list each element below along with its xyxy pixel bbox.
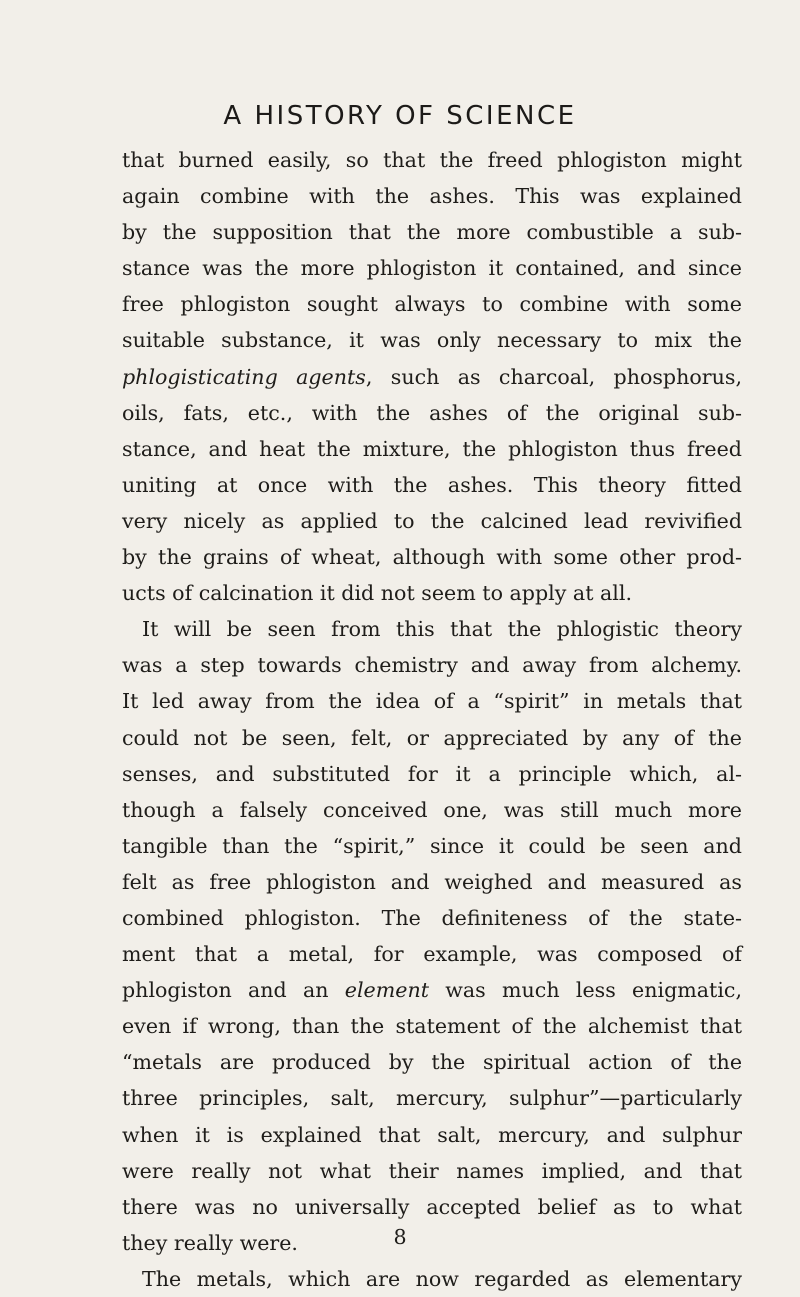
text-run: phlogiston and an bbox=[122, 978, 345, 1003]
text-run: was much less enigmatic, bbox=[429, 978, 742, 1003]
text-line: they really were. bbox=[122, 1230, 298, 1255]
text-line: ucts of calcination it did not seem to apply at all. bbox=[122, 581, 633, 606]
text-line: when it is explained that salt, mercury, and sulphur bbox=[122, 1122, 742, 1147]
text-line: though a falsely conceived one, was still much more bbox=[122, 797, 742, 822]
text-line: uniting at once with the ashes. This theory fitted bbox=[122, 472, 742, 497]
text-line: even if wrong, than the statement of the alchemist that bbox=[122, 1014, 742, 1039]
body-text bbox=[122, 142, 742, 1297]
text-line: three principles, salt, mercury, sulphur”—particularly bbox=[122, 1086, 742, 1111]
text-line: combined phlogiston. The definiteness of the state- bbox=[122, 905, 742, 930]
text-line: ment that a metal, for example, was composed of bbox=[122, 942, 742, 967]
text-line: that burned easily, so that the freed phlogiston might bbox=[122, 148, 742, 172]
text-line: there was no universally accepted belief as to what bbox=[122, 1194, 742, 1219]
text-line: was a step towards chemistry and away from alchemy. bbox=[122, 653, 742, 678]
text-line: could not be seen, felt, or appreciated by any of the bbox=[122, 725, 742, 750]
running-head: A HISTORY OF SCIENCE bbox=[223, 101, 577, 131]
text-line: suitable substance, it was only necessary to mix the bbox=[122, 328, 742, 353]
text-line: were really not what their names implied, and that bbox=[122, 1158, 742, 1183]
text-line: senses, and substituted for it a principle which, al- bbox=[122, 761, 742, 786]
text-line: very nicely as applied to the calcined lead revivified bbox=[122, 508, 742, 533]
text-line: tangible than the “spirit,” since it could be seen and bbox=[122, 833, 742, 858]
text-line bbox=[122, 972, 742, 1008]
text-line: again combine with the ashes. This was explained bbox=[122, 184, 742, 209]
text-line: by the grains of wheat, although with some other prod- bbox=[122, 545, 742, 570]
italic-text: phlogisticating agents bbox=[122, 364, 366, 389]
text-line: by the supposition that the more combustible a sub- bbox=[122, 220, 742, 245]
page-number: 8 bbox=[393, 1225, 407, 1249]
text-line: felt as free phlogiston and weighed and measured as bbox=[122, 869, 742, 894]
text-line: stance, and heat the mixture, the phlogiston thus freed bbox=[122, 436, 742, 461]
text-line: oils, fats, etc., with the ashes of the original sub- bbox=[122, 400, 742, 425]
text-line: The metals, which are now regarded as elementary bbox=[142, 1266, 742, 1291]
text-line: It led away from the idea of a “spirit” in metals that bbox=[122, 689, 742, 714]
text-line: “metals are produced by the spiritual action of the bbox=[122, 1050, 742, 1075]
text-run: , such as charcoal, phosphorus, bbox=[365, 364, 742, 389]
italic-text: element bbox=[344, 978, 429, 1003]
text-line bbox=[122, 359, 742, 395]
text-line: stance was the more phlogiston it contained, and since bbox=[122, 256, 742, 281]
text-line: free phlogiston sought always to combine with some bbox=[122, 292, 742, 317]
text-line: It will be seen from this that the phlogistic theory bbox=[142, 617, 742, 642]
